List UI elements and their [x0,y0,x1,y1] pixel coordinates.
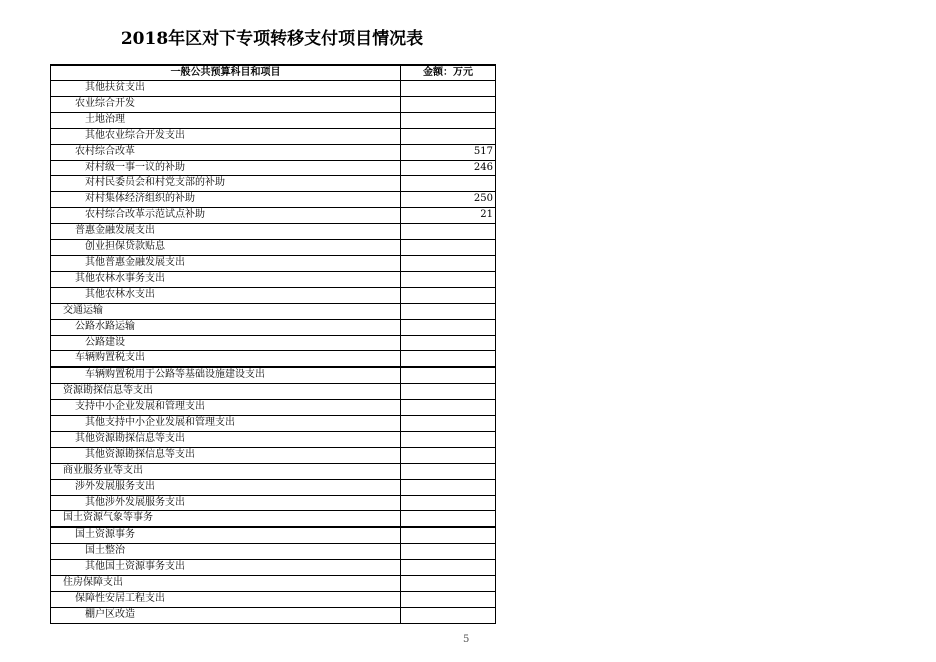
row-amount [401,287,496,303]
table-row [51,400,496,416]
table-row [51,81,496,97]
table-row [51,447,496,463]
row-subject: 其他资源勘探信息等支出 [51,431,401,447]
row-subject: 对村级一事一议的补助 [51,160,401,176]
table-header-row [51,65,496,81]
row-subject: 其他农林水事务支出 [51,271,401,287]
row-amount [401,463,496,479]
table-row [51,271,496,287]
table-row [51,303,496,319]
table-row [51,463,496,479]
row-subject: 涉外发展服务支出 [51,479,401,495]
row-subject: 车辆购置税用于公路等基础设施建设支出 [51,367,401,383]
row-amount [401,303,496,319]
row-amount [401,511,496,527]
row-subject: 国土资源事务 [51,527,401,543]
table-row [51,287,496,303]
row-subject: 普惠金融发展支出 [51,224,401,240]
table-row [51,560,496,576]
table-row [51,576,496,592]
row-amount [401,431,496,447]
row-amount: 246 [401,160,496,176]
table-row [51,384,496,400]
row-amount [401,319,496,335]
table-row [51,224,496,240]
table-row [51,511,496,527]
header-amount: 金额：万元 [401,65,496,81]
row-subject: 交通运输 [51,303,401,319]
table-row [51,351,496,367]
row-subject: 农村综合改革示范试点补助 [51,208,401,224]
row-subject: 车辆购置税支出 [51,351,401,367]
row-amount [401,335,496,351]
row-subject: 其他涉外发展服务支出 [51,495,401,511]
table-row [51,192,496,208]
row-amount [401,400,496,416]
table-row [51,367,496,383]
table-row [51,208,496,224]
row-amount [401,224,496,240]
row-subject: 其他农林水支出 [51,287,401,303]
row-subject: 国土整治 [51,544,401,560]
table-row [51,240,496,256]
table-row [51,160,496,176]
row-amount [401,96,496,112]
row-subject: 对村民委员会和村党支部的补助 [51,176,401,192]
row-amount [401,384,496,400]
row-subject: 农业综合开发 [51,96,401,112]
table-row [51,96,496,112]
row-subject: 其他扶贫支出 [51,81,401,97]
table-row [51,255,496,271]
table-row [51,416,496,432]
row-subject: 农村综合改革 [51,144,401,160]
row-subject: 其他资源勘探信息等支出 [51,447,401,463]
row-amount: 250 [401,192,496,208]
row-subject: 棚户区改造 [51,607,401,623]
row-amount [401,128,496,144]
table-row [51,128,496,144]
row-amount [401,351,496,367]
row-amount: 21 [401,208,496,224]
table-row [51,335,496,351]
row-subject: 国土资源气象等事务 [51,511,401,527]
table-row [51,495,496,511]
row-subject: 其他普惠金融发展支出 [51,255,401,271]
row-amount [401,592,496,608]
table-row [51,319,496,335]
row-subject: 住房保障支出 [51,576,401,592]
row-amount [401,240,496,256]
row-amount [401,367,496,383]
row-subject: 商业服务业等支出 [51,463,401,479]
row-amount [401,112,496,128]
table-row [51,176,496,192]
row-subject: 资源勘探信息等支出 [51,384,401,400]
row-amount [401,544,496,560]
budget-table [50,64,496,624]
table-body [51,81,496,624]
table-row [51,431,496,447]
row-amount [401,255,496,271]
row-subject: 对村集体经济组织的补助 [51,192,401,208]
row-amount [401,527,496,543]
row-amount [401,447,496,463]
table-row [51,544,496,560]
row-subject: 保障性安居工程支出 [51,592,401,608]
row-amount [401,560,496,576]
page-title: 2018年区对下专项转移支付项目情况表 [120,29,424,49]
row-amount [401,607,496,623]
row-subject: 其他国土资源事务支出 [51,560,401,576]
row-amount [401,495,496,511]
row-subject: 其他农业综合开发支出 [51,128,401,144]
row-subject: 公路建设 [51,335,401,351]
row-amount [401,479,496,495]
table-row [51,112,496,128]
row-amount [401,271,496,287]
table-row [51,527,496,543]
row-amount [401,81,496,97]
page-number: 5 [463,634,470,645]
row-subject: 支持中小企业发展和管理支出 [51,400,401,416]
table-row [51,479,496,495]
row-amount [401,416,496,432]
row-subject: 土地治理 [51,112,401,128]
row-subject: 创业担保贷款贴息 [51,240,401,256]
row-amount [401,576,496,592]
table-row [51,144,496,160]
row-amount [401,176,496,192]
row-amount: 517 [401,144,496,160]
table-row [51,607,496,623]
header-subject: 一般公共预算科目和项目 [51,65,401,81]
table-row [51,592,496,608]
row-subject: 公路水路运输 [51,319,401,335]
row-subject: 其他支持中小企业发展和管理支出 [51,416,401,432]
